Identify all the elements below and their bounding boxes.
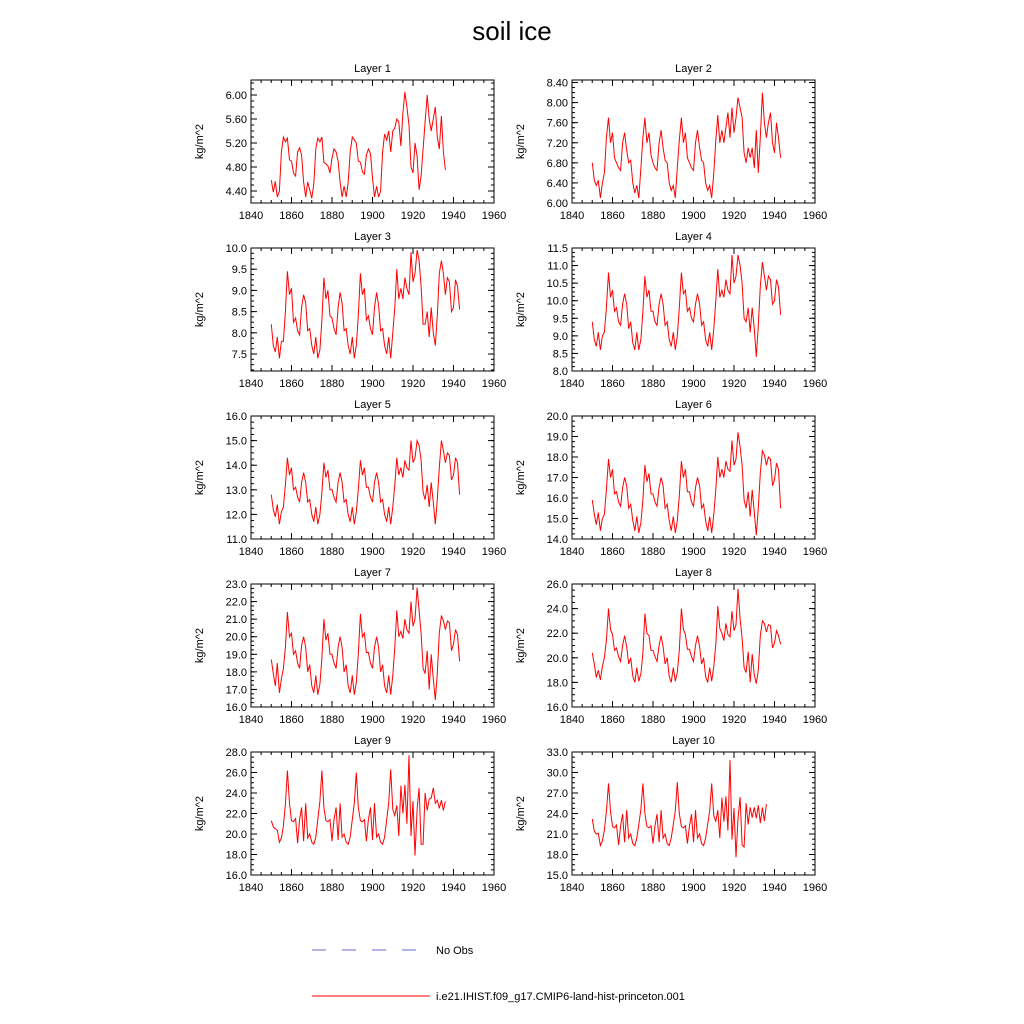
x-tick-label: 1880 [319, 546, 345, 558]
panel-title: Layer 5 [354, 399, 391, 411]
y-axis-label: kg/m^2 [515, 627, 527, 664]
x-tick-label: 1940 [441, 546, 466, 558]
x-tick-label: 1920 [400, 714, 426, 726]
chart-panel-layer-3 [194, 231, 506, 390]
panel-title: Layer 2 [675, 63, 712, 75]
y-tick-label: 6.40 [546, 177, 568, 190]
x-tick-label: 1860 [279, 546, 304, 558]
y-axis-label: kg/m^2 [515, 291, 527, 328]
x-tick-label: 1960 [802, 546, 828, 558]
x-tick-label: 1840 [559, 546, 585, 558]
y-tick-label: 9.0 [552, 330, 568, 343]
panel-title: Layer 7 [354, 567, 391, 579]
series-line [271, 250, 459, 358]
y-tick-label: 22.0 [546, 628, 568, 641]
chart-panel-layer-6 [515, 399, 827, 558]
x-tick-label: 1920 [400, 210, 426, 222]
y-tick-label: 22.0 [225, 596, 247, 609]
y-tick-label: 5.20 [225, 138, 247, 150]
y-tick-label: 24.0 [225, 788, 247, 800]
y-tick-label: 17.0 [546, 472, 568, 485]
x-tick-label: 1840 [238, 378, 264, 390]
y-tick-label: 11.0 [547, 260, 568, 273]
y-tick-label: 6.00 [225, 90, 247, 102]
y-tick-label: 27.0 [546, 788, 568, 800]
x-tick-label: 1840 [559, 714, 585, 726]
panel-title: Layer 1 [354, 63, 391, 75]
y-tick-label: 20.0 [225, 631, 247, 644]
chart-panel-layer-5 [194, 399, 506, 558]
x-tick-label: 1880 [640, 714, 666, 726]
y-tick-label: 10.0 [225, 243, 247, 255]
series-line [271, 588, 459, 701]
y-axis-label: kg/m^2 [515, 123, 527, 160]
x-tick-label: 1960 [802, 882, 828, 894]
x-tick-label: 1960 [802, 378, 828, 390]
x-tick-label: 1880 [319, 714, 345, 726]
x-tick-label: 1880 [319, 882, 345, 894]
y-tick-label: 15.0 [225, 435, 247, 448]
x-tick-label: 1940 [441, 210, 466, 222]
y-tick-label: 11.0 [226, 534, 247, 546]
chart-main-title: soil ice [472, 16, 552, 46]
y-tick-label: 6.00 [546, 198, 568, 210]
x-tick-label: 1880 [640, 546, 666, 558]
x-tick-label: 1940 [441, 882, 466, 894]
y-tick-label: 26.0 [546, 579, 568, 591]
series-line [592, 432, 780, 535]
x-tick-label: 1900 [681, 714, 706, 726]
y-tick-label: 19.0 [225, 649, 247, 662]
panel-title: Layer 10 [672, 735, 715, 747]
chart-panel-layer-9 [194, 735, 506, 894]
x-tick-label: 1840 [238, 882, 264, 894]
x-tick-label: 1840 [238, 546, 264, 558]
y-tick-label: 7.20 [546, 137, 568, 150]
x-tick-label: 1920 [721, 210, 747, 222]
series-line [271, 755, 445, 855]
y-tick-label: 5.60 [225, 114, 247, 126]
y-tick-label: 13.0 [225, 484, 247, 497]
x-tick-label: 1860 [279, 882, 304, 894]
x-tick-label: 1860 [279, 378, 304, 390]
x-tick-label: 1880 [640, 210, 666, 222]
x-tick-label: 1900 [360, 882, 385, 894]
y-tick-label: 15.0 [546, 870, 568, 882]
y-tick-label: 14.0 [225, 460, 247, 473]
y-tick-label: 14.0 [546, 534, 568, 546]
x-tick-label: 1940 [762, 378, 787, 390]
y-tick-label: 9.0 [231, 285, 247, 298]
x-tick-label: 1920 [721, 882, 747, 894]
x-tick-label: 1960 [481, 546, 507, 558]
y-axis-label: kg/m^2 [194, 291, 206, 328]
panel-title: Layer 8 [675, 567, 712, 579]
x-tick-label: 1860 [600, 546, 625, 558]
y-tick-label: 17.0 [225, 684, 247, 697]
y-axis-label: kg/m^2 [194, 795, 206, 832]
y-tick-label: 6.80 [546, 157, 568, 170]
y-tick-label: 4.40 [225, 186, 247, 198]
legend [312, 945, 685, 1003]
x-tick-label: 1900 [360, 378, 385, 390]
plot-frame [251, 752, 494, 875]
chart-panel-layer-1 [194, 63, 506, 222]
y-tick-label: 11.5 [547, 243, 568, 255]
x-tick-label: 1880 [319, 378, 345, 390]
y-tick-label: 30.0 [546, 767, 568, 780]
y-tick-label: 33.0 [546, 747, 568, 759]
y-tick-label: 16.0 [225, 411, 247, 423]
legend-model-label: i.e21.IHIST.f09_g17.CMIP6-land-hist-princeton.001 [436, 991, 685, 1003]
series-line [271, 92, 445, 198]
y-tick-label: 24.0 [546, 603, 568, 616]
y-axis-label: kg/m^2 [515, 459, 527, 496]
x-tick-label: 1840 [559, 378, 585, 390]
plot-frame [251, 416, 494, 539]
x-tick-label: 1860 [600, 882, 625, 894]
y-tick-label: 20.0 [546, 411, 568, 423]
x-tick-label: 1860 [600, 378, 625, 390]
y-tick-label: 4.80 [225, 162, 247, 174]
y-tick-label: 21.0 [225, 614, 247, 627]
x-tick-label: 1940 [762, 546, 787, 558]
y-tick-label: 8.40 [546, 77, 568, 90]
panel-title: Layer 9 [354, 735, 391, 747]
x-tick-label: 1900 [681, 546, 706, 558]
y-tick-label: 16.0 [546, 702, 568, 714]
y-tick-label: 10.0 [546, 295, 568, 308]
plot-frame [572, 248, 815, 371]
series-line [592, 760, 766, 857]
y-tick-label: 18.0 [225, 666, 247, 679]
x-tick-label: 1840 [238, 714, 264, 726]
x-tick-label: 1940 [441, 714, 466, 726]
x-tick-label: 1960 [481, 882, 507, 894]
x-tick-label: 1940 [762, 210, 787, 222]
y-tick-label: 10.5 [546, 278, 568, 291]
panel-title: Layer 3 [354, 231, 391, 243]
y-tick-label: 8.0 [231, 327, 247, 340]
y-tick-label: 12.0 [225, 509, 247, 522]
y-tick-label: 21.0 [546, 829, 568, 841]
plot-frame [572, 752, 815, 875]
y-tick-label: 16.0 [225, 870, 247, 882]
y-tick-label: 8.5 [231, 306, 247, 319]
y-tick-label: 28.0 [225, 747, 247, 759]
x-tick-label: 1880 [319, 210, 345, 222]
y-axis-label: kg/m^2 [194, 627, 206, 664]
x-tick-label: 1860 [279, 210, 304, 222]
plot-frame [251, 584, 494, 707]
chart-panel-layer-2 [515, 63, 827, 222]
x-tick-label: 1860 [600, 714, 625, 726]
y-tick-label: 8.0 [552, 366, 568, 378]
x-tick-label: 1920 [721, 714, 747, 726]
x-tick-label: 1900 [360, 714, 385, 726]
chart-panel-layer-7 [194, 567, 506, 726]
y-tick-label: 8.00 [546, 97, 568, 110]
plot-frame [251, 248, 494, 371]
y-tick-label: 23.0 [225, 579, 247, 591]
y-tick-label: 18.0 [546, 849, 568, 862]
y-tick-label: 19.0 [546, 431, 568, 444]
y-axis-label: kg/m^2 [194, 123, 206, 160]
x-tick-label: 1940 [762, 714, 787, 726]
y-tick-label: 20.0 [546, 652, 568, 665]
y-tick-label: 26.0 [225, 767, 247, 780]
y-tick-label: 18.0 [546, 452, 568, 464]
x-tick-label: 1940 [441, 378, 466, 390]
y-axis-label: kg/m^2 [194, 459, 206, 496]
y-tick-label: 18.0 [546, 677, 568, 690]
y-tick-label: 8.5 [552, 348, 568, 361]
y-tick-label: 9.5 [231, 264, 247, 277]
x-tick-label: 1920 [400, 378, 426, 390]
x-tick-label: 1880 [640, 882, 666, 894]
x-tick-label: 1960 [802, 210, 828, 222]
y-tick-label: 22.0 [225, 808, 247, 821]
y-tick-label: 9.5 [552, 313, 568, 326]
y-tick-label: 7.60 [546, 117, 568, 130]
chart-panel-layer-10 [515, 735, 827, 894]
x-tick-label: 1860 [279, 714, 304, 726]
x-tick-label: 1840 [559, 210, 585, 222]
x-tick-label: 1960 [481, 210, 507, 222]
x-tick-label: 1940 [762, 882, 787, 894]
y-tick-label: 20.0 [225, 829, 247, 841]
series-line [592, 589, 780, 684]
y-tick-label: 7.5 [231, 349, 247, 362]
x-tick-label: 1840 [559, 882, 585, 894]
x-tick-label: 1860 [600, 210, 625, 222]
x-tick-label: 1840 [238, 210, 264, 222]
x-tick-label: 1920 [400, 882, 426, 894]
y-tick-label: 24.0 [546, 808, 568, 821]
y-tick-label: 16.0 [225, 702, 247, 714]
legend-obs-label: No Obs [436, 945, 474, 957]
chart-panel-layer-8 [515, 567, 827, 726]
plot-frame [572, 584, 815, 707]
x-tick-label: 1900 [681, 210, 706, 222]
series-line [592, 255, 780, 357]
y-axis-label: kg/m^2 [515, 795, 527, 832]
x-tick-label: 1920 [400, 546, 426, 558]
panel-title: Layer 4 [675, 231, 712, 243]
y-tick-label: 18.0 [225, 849, 247, 862]
x-tick-label: 1960 [802, 714, 828, 726]
series-line [592, 93, 780, 198]
x-tick-label: 1900 [360, 546, 385, 558]
x-tick-label: 1880 [640, 378, 666, 390]
x-tick-label: 1900 [360, 210, 385, 222]
y-tick-label: 15.0 [546, 513, 568, 526]
x-tick-label: 1900 [681, 882, 706, 894]
x-tick-label: 1900 [681, 378, 706, 390]
y-tick-label: 16.0 [546, 493, 568, 505]
x-tick-label: 1920 [721, 546, 747, 558]
x-tick-label: 1960 [481, 714, 507, 726]
chart-panel-layer-4 [515, 231, 827, 390]
x-tick-label: 1920 [721, 378, 747, 390]
x-tick-label: 1960 [481, 378, 507, 390]
panel-title: Layer 6 [675, 399, 712, 411]
series-line [271, 441, 459, 525]
